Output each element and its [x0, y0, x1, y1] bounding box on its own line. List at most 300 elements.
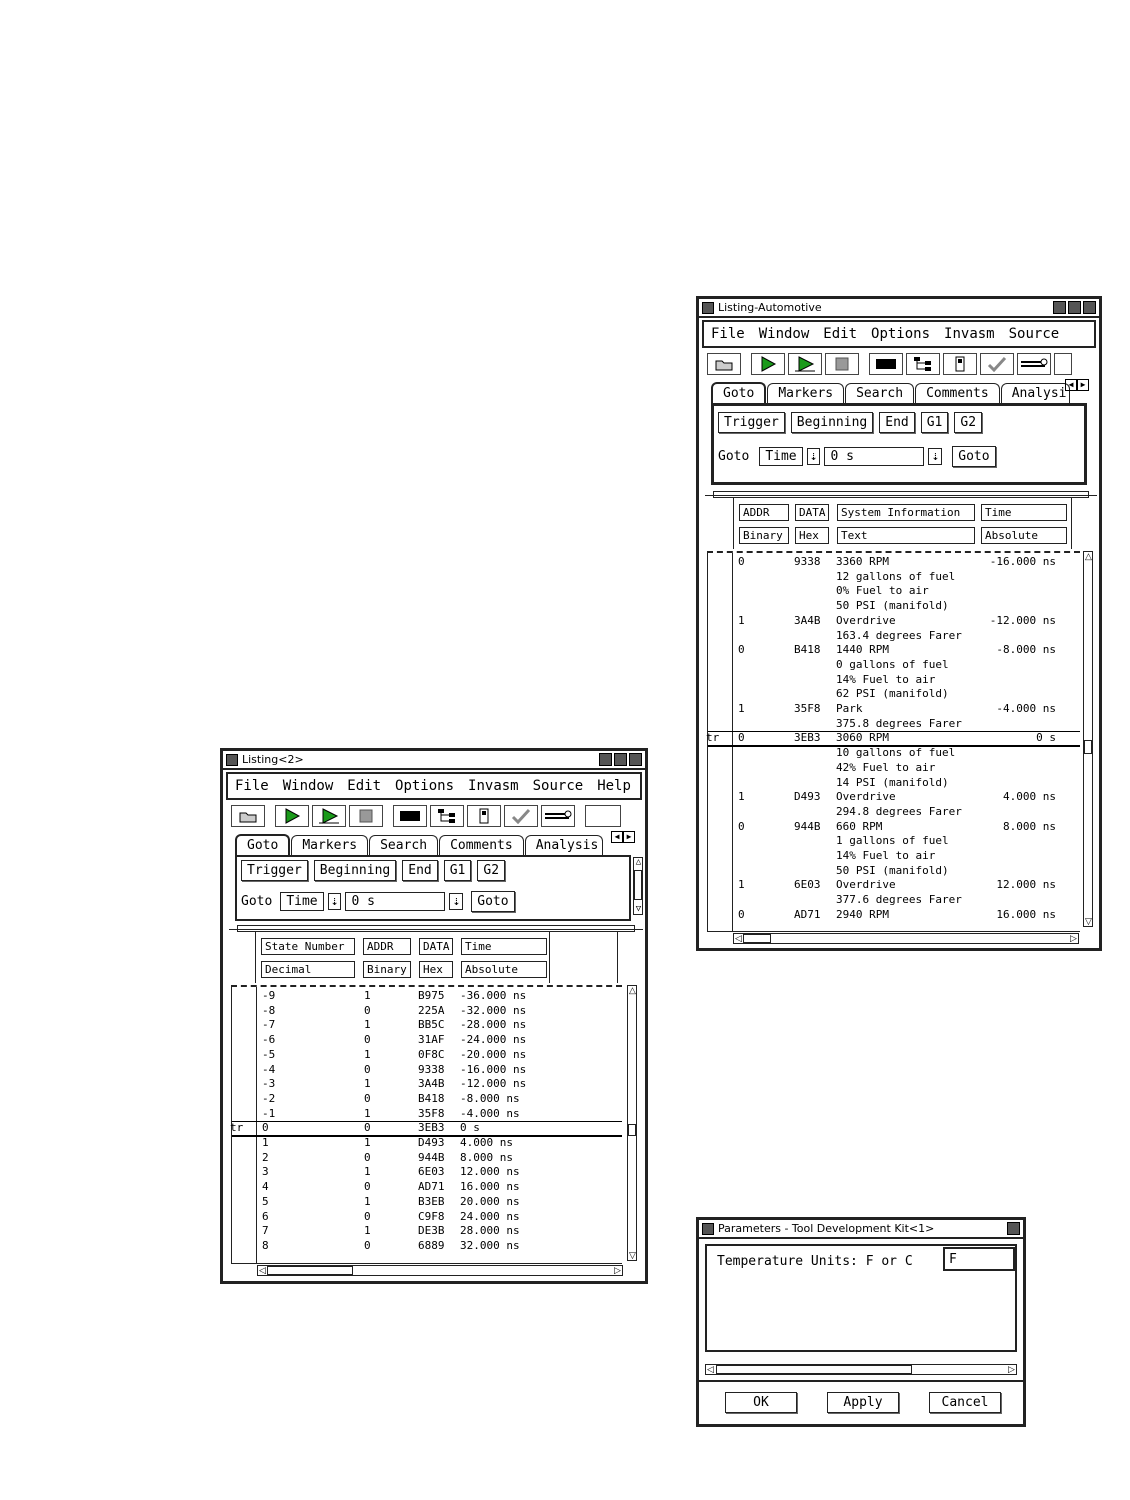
- addr-cell: 0: [738, 819, 745, 833]
- list-row[interactable]: [708, 878, 1080, 892]
- goto-value-input[interactable]: 0 s: [824, 447, 924, 466]
- addr-cell: 1: [364, 1136, 371, 1149]
- system-info-cell: 660 RPM: [836, 819, 883, 833]
- open-folder-button[interactable]: [707, 353, 741, 375]
- stop-icon: [359, 809, 373, 823]
- system-info-cell: 377.6 degrees Farer: [836, 893, 962, 907]
- header-state-number[interactable]: State Number: [261, 938, 355, 955]
- menu-help[interactable]: Help: [597, 778, 631, 794]
- g1-button[interactable]: G1: [444, 860, 472, 881]
- minimize-icon[interactable]: [599, 753, 612, 766]
- list-row[interactable]: [708, 908, 1080, 922]
- addr-cell: 1: [738, 878, 745, 892]
- time-cell: 0 s: [460, 1121, 480, 1135]
- system-info-cell: 294.8 degrees Farer: [836, 804, 962, 818]
- list-row[interactable]: [232, 1048, 622, 1062]
- tab-left-icon[interactable]: ◀: [1065, 379, 1077, 391]
- dropdown-arrow-icon[interactable]: ⇣: [449, 893, 463, 910]
- end-button[interactable]: End: [879, 412, 914, 433]
- display-button[interactable]: [393, 805, 427, 827]
- tab-goto[interactable]: Goto: [711, 382, 766, 403]
- list-row[interactable]: [232, 1136, 622, 1150]
- play-repeat-icon: [318, 808, 340, 824]
- title-bar[interactable]: [699, 299, 1099, 318]
- list-row[interactable]: [708, 834, 1080, 848]
- run-button[interactable]: [751, 353, 785, 375]
- list-row[interactable]: [232, 1018, 622, 1032]
- goto-type-select[interactable]: Time: [280, 892, 323, 911]
- time-cell: -4.000 ns: [996, 702, 1056, 715]
- addr-cell: 0: [364, 1091, 371, 1105]
- header-divider: [617, 931, 618, 983]
- title-bar[interactable]: [699, 1220, 1023, 1239]
- scroll-left-icon[interactable]: ◁: [707, 1364, 714, 1374]
- goto-label: Goto: [718, 449, 750, 464]
- data-cell: 9338: [418, 1062, 445, 1076]
- tab-analysis[interactable]: Analysi: [1001, 383, 1070, 403]
- stop-button[interactable]: [825, 353, 859, 375]
- menu-bar: [226, 772, 642, 800]
- list-row[interactable]: [232, 1077, 622, 1091]
- menu-bar: [702, 320, 1096, 348]
- list-row[interactable]: [232, 1151, 622, 1165]
- close-icon[interactable]: [1007, 1222, 1020, 1235]
- display-icon: [399, 810, 421, 822]
- header-divider: [733, 497, 734, 549]
- close-icon[interactable]: [629, 753, 642, 766]
- scroll-right-icon[interactable]: ▷: [614, 1265, 621, 1275]
- list-row[interactable]: [708, 629, 1080, 643]
- list-row[interactable]: [708, 731, 1080, 747]
- state-number-cell: -7: [262, 1018, 276, 1032]
- list-row[interactable]: [708, 702, 1080, 716]
- list-row[interactable]: [232, 989, 622, 1003]
- time-cell: -32.000 ns: [460, 1003, 527, 1017]
- parameters-panel: [705, 1244, 1017, 1352]
- horizontal-scrollbar[interactable]: [257, 1265, 623, 1276]
- hscroll-thumb[interactable]: [743, 934, 771, 943]
- time-cell: -12.000 ns: [460, 1077, 527, 1091]
- scroll-down-icon[interactable]: ▽: [629, 1250, 636, 1260]
- system-info-cell: 50 PSI (manifold): [836, 599, 949, 613]
- time-cell: 16.000 ns: [460, 1180, 520, 1194]
- tree-icon: [437, 808, 457, 824]
- tab-goto[interactable]: Goto: [235, 834, 290, 855]
- time-cell: 4.000 ns: [1003, 790, 1056, 804]
- menu-source[interactable]: Source: [1008, 326, 1060, 342]
- header-system-information[interactable]: System Information: [837, 504, 975, 521]
- list-row[interactable]: [232, 1033, 622, 1047]
- list-row[interactable]: [708, 761, 1080, 775]
- listing-automotive-window: [696, 296, 1102, 951]
- header-addr[interactable]: ADDR: [739, 504, 789, 521]
- stop-icon: [835, 357, 849, 371]
- system-info-cell: Park: [836, 702, 863, 715]
- list-row[interactable]: [232, 1239, 622, 1253]
- time-cell: 12.000 ns: [460, 1165, 520, 1179]
- data-cell: 944B: [794, 819, 821, 833]
- goto-value-input[interactable]: 0 s: [345, 892, 445, 911]
- tab-left-icon[interactable]: ◀: [611, 831, 623, 843]
- system-info-cell: 10 gallons of fuel: [836, 746, 956, 760]
- display-button[interactable]: [869, 353, 903, 375]
- data-cell: AD71: [794, 907, 821, 921]
- menu-invasm[interactable]: Invasm: [944, 326, 995, 342]
- addr-cell: 1: [364, 1018, 371, 1032]
- tree-icon: [913, 356, 933, 372]
- state-number-cell: -6: [262, 1033, 276, 1047]
- state-number-cell: 1: [262, 1136, 269, 1149]
- horizontal-scrollbar[interactable]: [705, 1364, 1017, 1375]
- dropdown-arrow-icon[interactable]: ⇣: [928, 448, 942, 465]
- scroll-thumb[interactable]: [1084, 740, 1092, 754]
- tab-markers[interactable]: Markers: [291, 835, 368, 855]
- list-row[interactable]: [708, 864, 1080, 878]
- window-title: Listing-Automotive: [718, 301, 822, 314]
- g2-button[interactable]: G2: [477, 860, 505, 881]
- time-cell: -20.000 ns: [460, 1047, 527, 1061]
- menu-file[interactable]: File: [235, 778, 269, 794]
- list-row[interactable]: [708, 820, 1080, 834]
- scroll-left-icon[interactable]: ◁: [259, 1265, 266, 1275]
- goto-type-select[interactable]: Time: [759, 447, 802, 466]
- header-data-base[interactable]: Hex: [795, 527, 829, 544]
- data-cell: D493: [794, 790, 821, 804]
- state-number-cell: 3: [262, 1165, 269, 1179]
- system-info-cell: 3060 RPM: [836, 731, 889, 745]
- check-icon: [511, 808, 531, 824]
- beginning-button[interactable]: Beginning: [791, 412, 873, 433]
- list-row[interactable]: [708, 599, 1080, 613]
- trigger-mark: tr: [706, 731, 720, 745]
- play-repeat-icon: [794, 356, 816, 372]
- list-row[interactable]: [232, 1165, 622, 1179]
- addr-cell: 0: [364, 1209, 371, 1223]
- addr-cell: 1: [364, 1224, 371, 1238]
- scroll-down-icon[interactable]: ▽: [635, 904, 642, 914]
- header-time-base[interactable]: Absolute: [981, 527, 1067, 544]
- run-button[interactable]: [275, 805, 309, 827]
- open-folder-button[interactable]: [231, 805, 265, 827]
- scroll-thumb[interactable]: [628, 1124, 636, 1136]
- scroll-right-icon[interactable]: ▷: [1008, 1364, 1015, 1374]
- data-cell: B418: [418, 1091, 445, 1105]
- goto-button[interactable]: Goto: [471, 891, 514, 912]
- addr-cell: 0: [364, 1033, 371, 1047]
- menu-window[interactable]: Window: [758, 326, 810, 342]
- list-row[interactable]: [708, 790, 1080, 804]
- data-cell: 3A4B: [418, 1077, 445, 1091]
- trigger-mark: tr: [230, 1121, 244, 1135]
- list-row[interactable]: [232, 1063, 622, 1077]
- header-divider: [1071, 497, 1072, 549]
- toolbar: [231, 803, 637, 829]
- data-cell: 3EB3: [794, 731, 821, 745]
- menu-edit[interactable]: Edit: [823, 326, 858, 342]
- maximize-icon[interactable]: [614, 753, 627, 766]
- list-row[interactable]: [708, 658, 1080, 672]
- list-row[interactable]: [708, 673, 1080, 687]
- module-icon: [479, 808, 489, 824]
- data-cell: DE3B: [418, 1224, 445, 1238]
- ok-button[interactable]: OK: [725, 1392, 797, 1413]
- module-button[interactable]: [943, 353, 977, 375]
- state-number-cell: 2: [262, 1150, 269, 1164]
- scroll-up-icon[interactable]: △: [629, 985, 636, 995]
- header-time-base[interactable]: Absolute: [461, 961, 547, 978]
- tab-comments[interactable]: Comments: [439, 835, 524, 855]
- maximize-icon[interactable]: [1068, 301, 1081, 314]
- scroll-down-icon[interactable]: ▽: [1085, 916, 1092, 926]
- header-data[interactable]: DATA: [795, 504, 829, 521]
- scroll-right-icon[interactable]: ▷: [1070, 933, 1077, 943]
- cancel-button[interactable]: Cancel: [929, 1392, 1001, 1413]
- check-icon: [987, 356, 1007, 372]
- addr-cell: 1: [364, 1165, 371, 1179]
- system-info-cell: 0% Fuel to air: [836, 584, 929, 598]
- data-cell: 35F8: [794, 702, 821, 715]
- g1-button[interactable]: G1: [921, 412, 949, 433]
- module-icon: [955, 356, 965, 372]
- header-state-base[interactable]: Decimal: [261, 961, 355, 978]
- end-button[interactable]: End: [402, 860, 437, 881]
- state-number-cell: 4: [262, 1180, 269, 1194]
- hscroll-thumb[interactable]: [716, 1365, 912, 1374]
- list-row[interactable]: [708, 614, 1080, 628]
- state-number-cell: 0: [262, 1121, 269, 1135]
- temperature-units-label: Temperature Units: F or C: [717, 1254, 913, 1269]
- list-row[interactable]: [232, 1004, 622, 1018]
- time-cell: 4.000 ns: [460, 1136, 513, 1149]
- state-number-cell: -3: [262, 1077, 276, 1091]
- vertical-scrollbar[interactable]: [627, 985, 637, 1261]
- system-info-cell: 14% Fuel to air: [836, 672, 936, 686]
- system-info-cell: 1 gallons of fuel: [836, 834, 949, 848]
- scroll-left-icon[interactable]: ◁: [735, 933, 742, 943]
- hscroll-thumb[interactable]: [267, 1266, 353, 1275]
- folder-icon: [715, 357, 733, 371]
- addr-cell: 0: [364, 1180, 371, 1194]
- goto-panel: [235, 855, 642, 921]
- data-cell: AD71: [418, 1180, 445, 1194]
- state-number-cell: 8: [262, 1238, 269, 1252]
- addr-cell: 0: [364, 1062, 371, 1076]
- temperature-units-input[interactable]: F: [943, 1247, 1015, 1271]
- dropdown-arrow-icon[interactable]: ⇣: [807, 448, 821, 465]
- horizontal-scrollbar[interactable]: [733, 933, 1079, 944]
- check-button[interactable]: [980, 353, 1014, 375]
- menu-edit[interactable]: Edit: [347, 778, 382, 794]
- tab-search[interactable]: Search: [369, 835, 438, 855]
- goto-panel: [711, 403, 1087, 485]
- header-data[interactable]: DATA: [419, 938, 453, 955]
- addr-cell: 0: [738, 907, 745, 921]
- system-info-cell: 62 PSI (manifold): [836, 687, 949, 701]
- list-row[interactable]: [708, 687, 1080, 701]
- window-title: Listing<2>: [242, 753, 304, 766]
- addr-cell: 0: [364, 1150, 371, 1164]
- tab-analysis[interactable]: Analysis: [525, 835, 604, 855]
- listing-2-window: [220, 748, 648, 1284]
- scroll-thumb[interactable]: [634, 870, 642, 900]
- menu-invasm[interactable]: Invasm: [468, 778, 519, 794]
- list-row[interactable]: [708, 776, 1080, 790]
- list-row[interactable]: [708, 849, 1080, 863]
- data-cell: 944B: [418, 1150, 445, 1164]
- vertical-scrollbar[interactable]: [1083, 551, 1093, 927]
- listing-area: [707, 551, 1080, 932]
- window-menu-icon[interactable]: [226, 754, 238, 766]
- apply-button[interactable]: Apply: [827, 1392, 899, 1413]
- menu-options[interactable]: Options: [871, 326, 931, 342]
- tab-comments[interactable]: Comments: [915, 383, 1000, 403]
- run-repetitive-button[interactable]: [312, 805, 346, 827]
- beginning-button[interactable]: Beginning: [314, 860, 396, 881]
- tools-button[interactable]: [541, 805, 575, 827]
- system-info-cell: Overdrive: [836, 878, 896, 892]
- addr-cell: 1: [364, 1194, 371, 1208]
- scroll-up-icon[interactable]: △: [635, 857, 642, 867]
- goto-button[interactable]: Goto: [952, 446, 995, 467]
- tools-button[interactable]: [1017, 353, 1051, 375]
- tab-strip: [711, 381, 1087, 403]
- addr-cell: 0: [738, 643, 745, 657]
- list-row[interactable]: [232, 1092, 622, 1106]
- list-row[interactable]: [232, 1195, 622, 1209]
- time-cell: 0 s: [1036, 731, 1056, 745]
- list-row[interactable]: [708, 805, 1080, 819]
- list-row[interactable]: [232, 1210, 622, 1224]
- data-cell: 9338: [794, 555, 821, 568]
- play-icon: [759, 356, 777, 372]
- trigger-button[interactable]: Trigger: [718, 412, 785, 433]
- state-number-cell: -2: [262, 1091, 276, 1105]
- addr-cell: 1: [738, 613, 745, 627]
- trigger-button[interactable]: Trigger: [241, 860, 308, 881]
- state-number-cell: -5: [262, 1047, 276, 1061]
- play-icon: [283, 808, 301, 824]
- list-row[interactable]: [708, 893, 1080, 907]
- window-menu-icon[interactable]: [702, 302, 714, 314]
- data-cell: B3EB: [418, 1194, 445, 1208]
- time-cell: 20.000 ns: [460, 1194, 520, 1208]
- header-divider: [549, 931, 550, 983]
- time-cell: -16.000 ns: [460, 1062, 527, 1076]
- list-row[interactable]: [708, 570, 1080, 584]
- header-text-base[interactable]: Text: [837, 527, 975, 544]
- g2-button[interactable]: G2: [954, 412, 982, 433]
- hierarchy-button[interactable]: [430, 805, 464, 827]
- time-cell: -8.000 ns: [460, 1091, 520, 1105]
- goto-label: Goto: [241, 894, 273, 909]
- list-row[interactable]: [708, 584, 1080, 598]
- button-separator: [699, 1380, 1023, 1382]
- header-addr-base[interactable]: Binary: [363, 961, 411, 978]
- system-info-cell: 0 gallons of fuel: [836, 657, 949, 671]
- list-row[interactable]: [232, 1180, 622, 1194]
- system-info-cell: 2940 RPM: [836, 907, 889, 921]
- time-cell: -4.000 ns: [460, 1106, 520, 1120]
- addr-cell: 1: [738, 790, 745, 804]
- header-addr[interactable]: ADDR: [363, 938, 411, 955]
- parameters-dialog: [696, 1217, 1026, 1427]
- wrench-icon: [1020, 357, 1048, 371]
- toolbar: [707, 351, 1091, 377]
- time-cell: 32.000 ns: [460, 1238, 520, 1252]
- time-cell: 8.000 ns: [460, 1150, 513, 1164]
- data-cell: 31AF: [418, 1033, 445, 1047]
- list-row[interactable]: [708, 717, 1080, 731]
- menu-options[interactable]: Options: [395, 778, 455, 794]
- system-info-cell: 50 PSI (manifold): [836, 863, 949, 877]
- goto-panel-scrollbar[interactable]: [633, 857, 643, 915]
- state-number-cell: 5: [262, 1194, 269, 1208]
- list-row[interactable]: [708, 746, 1080, 760]
- header-addr-base[interactable]: Binary: [739, 527, 789, 544]
- scroll-up-icon[interactable]: △: [1085, 551, 1092, 561]
- system-info-cell: 12 gallons of fuel: [836, 569, 956, 583]
- dropdown-arrow-icon[interactable]: ⇣: [328, 893, 342, 910]
- list-row[interactable]: [232, 1107, 622, 1121]
- close-icon[interactable]: [1083, 301, 1096, 314]
- system-info-cell: 163.4 degrees Farer: [836, 628, 962, 642]
- addr-cell: 1: [738, 702, 745, 715]
- check-button[interactable]: [504, 805, 538, 827]
- header-data-base[interactable]: Hex: [419, 961, 453, 978]
- tab-right-icon[interactable]: ▶: [623, 831, 635, 843]
- data-cell: 225A: [418, 1003, 445, 1017]
- time-cell: -36.000 ns: [460, 989, 527, 1002]
- run-repetitive-button[interactable]: [788, 353, 822, 375]
- menu-window[interactable]: Window: [282, 778, 334, 794]
- state-number-cell: 6: [262, 1209, 269, 1223]
- splitter-line: [705, 495, 1097, 496]
- stop-button[interactable]: [349, 805, 383, 827]
- tab-search[interactable]: Search: [845, 383, 914, 403]
- list-row[interactable]: [232, 1224, 622, 1238]
- blank-toolbar-button[interactable]: [585, 805, 621, 827]
- time-cell: 24.000 ns: [460, 1209, 520, 1223]
- addr-cell: 0: [364, 1003, 371, 1017]
- list-row[interactable]: [232, 1121, 622, 1137]
- tab-markers[interactable]: Markers: [767, 383, 844, 403]
- data-cell: 0F8C: [418, 1047, 445, 1061]
- time-cell: -12.000 ns: [989, 613, 1056, 627]
- menu-file[interactable]: File: [711, 326, 745, 342]
- data-cell: 6E03: [418, 1165, 445, 1179]
- time-cell: -8.000 ns: [996, 643, 1056, 657]
- data-cell: B418: [794, 643, 821, 657]
- list-row[interactable]: [708, 643, 1080, 657]
- hierarchy-button[interactable]: [906, 353, 940, 375]
- data-cell: C9F8: [418, 1209, 445, 1223]
- window-menu-icon[interactable]: [702, 1223, 714, 1235]
- state-number-cell: -4: [262, 1062, 276, 1076]
- title-bar[interactable]: [223, 751, 645, 770]
- addr-cell: 0: [738, 731, 745, 745]
- menu-source[interactable]: Source: [532, 778, 584, 794]
- tab-right-icon[interactable]: ▶: [1077, 379, 1089, 391]
- minimize-icon[interactable]: [1053, 301, 1066, 314]
- header-time[interactable]: Time: [461, 938, 547, 955]
- data-cell: 35F8: [418, 1106, 445, 1120]
- blank-toolbar-button[interactable]: [1054, 353, 1072, 375]
- time-cell: 16.000 ns: [996, 907, 1056, 921]
- header-time[interactable]: Time: [981, 504, 1067, 521]
- module-button[interactable]: [467, 805, 501, 827]
- list-row[interactable]: [708, 555, 1080, 569]
- system-info-cell: 3360 RPM: [836, 555, 889, 568]
